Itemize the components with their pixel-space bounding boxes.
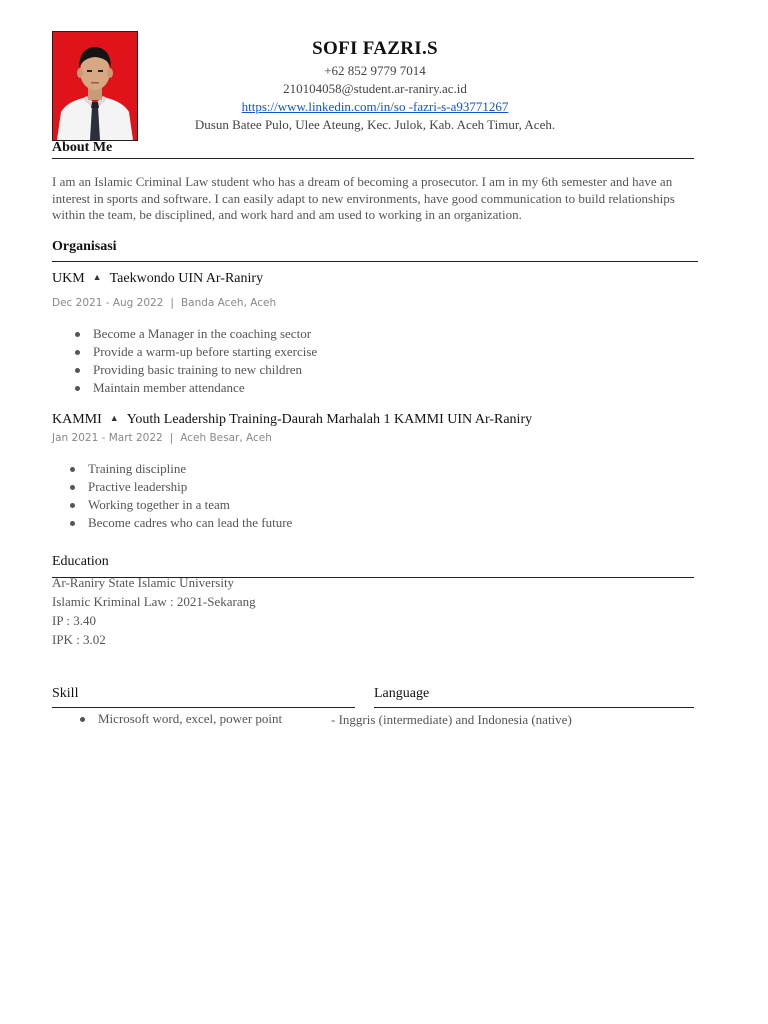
skill-divider: [52, 707, 355, 708]
triangle-separator-icon: ▲: [109, 413, 119, 423]
resume-header: [150, 36, 600, 134]
university-name: Ar-Raniry State Islamic University: [52, 575, 235, 590]
divider-bar: |: [170, 297, 174, 309]
organisasi-heading: Organisasi: [52, 239, 117, 254]
education-details: [52, 573, 256, 649]
about-heading: About Me: [52, 140, 113, 155]
ip-score: IP : 3.40: [52, 613, 96, 628]
triangle-separator-icon: ▲: [92, 272, 102, 282]
profile-photo: [52, 31, 138, 141]
date-range: Jan 2021 - Mart 2022: [52, 432, 163, 444]
experience-title-1: [52, 271, 263, 287]
organization-name: KAMMI: [52, 412, 102, 427]
date-range: Dec 2021 - Aug 2022: [52, 297, 164, 309]
organization-name: UKM: [52, 271, 85, 286]
list-item: Providing basic training to new children: [93, 361, 317, 379]
person-portrait-icon: [53, 32, 137, 140]
list-item: Become cadres who can lead the future: [88, 515, 293, 530]
list-item: Practive leadership: [88, 478, 292, 496]
list-item: Become a Manager in the coaching sector: [93, 325, 317, 343]
phone-number: +62 852 9779 7014: [324, 63, 426, 78]
location: Banda Aceh, Aceh: [180, 297, 277, 309]
organisasi-divider: [52, 261, 698, 262]
list-item: Maintain member attendance: [93, 379, 317, 397]
location: Aceh Besar, Aceh: [180, 432, 272, 444]
skill-heading: Skill: [52, 686, 79, 701]
role-name: Taekwondo UIN Ar-Raniry: [109, 271, 264, 286]
study-program: Islamic Kriminal Law : 2021-Sekarang: [52, 594, 256, 609]
email-address: 210104058@student.ar-raniry.ac.id: [283, 81, 467, 96]
experience-meta-2: [52, 432, 272, 444]
experience-meta-1: [52, 297, 276, 309]
about-paragraph: I am an Islamic Criminal Law student who has a dream of becoming a prosecutor. I am in my 6th semester and have an interest in sports and software. I can easily adapt to new environments, have good communication to build relationships within the team, be disciplined, and work hard and am used to working in an organization.: [52, 174, 675, 222]
skill-list: [98, 710, 282, 728]
role-name: Youth Leadership Training-Daurah Marhalah 1 KAMMI UIN Ar-Raniry: [126, 412, 533, 427]
candidate-name: SOFI FAZRI.S: [312, 38, 438, 59]
linkedin-link[interactable]: https://www.linkedin.com/in/so -fazri-s-a93771267: [241, 99, 509, 114]
education-heading: Education: [52, 554, 109, 569]
list-item: Provide a warm-up before starting exercise: [93, 344, 318, 359]
list-item: Microsoft word, excel, power point: [98, 711, 283, 726]
list-item: Working together in a team: [88, 496, 292, 514]
language-details: - Inggris (intermediate) and Indonesia (native): [331, 712, 572, 727]
experience-bullets-1: [93, 325, 317, 397]
experience-title-2: [52, 412, 532, 428]
list-item: Training discipline: [88, 460, 292, 478]
ipk-score: IPK : 3.02: [52, 632, 106, 647]
divider-bar: |: [169, 432, 174, 444]
experience-bullets-2: [88, 460, 292, 532]
home-address: Dusun Batee Pulo, Ulee Ateung, Kec. Julok, Kab. Aceh Timur, Aceh.: [194, 117, 556, 132]
about-divider: [52, 158, 694, 159]
language-heading: Language: [374, 686, 430, 701]
language-divider: [374, 707, 694, 708]
